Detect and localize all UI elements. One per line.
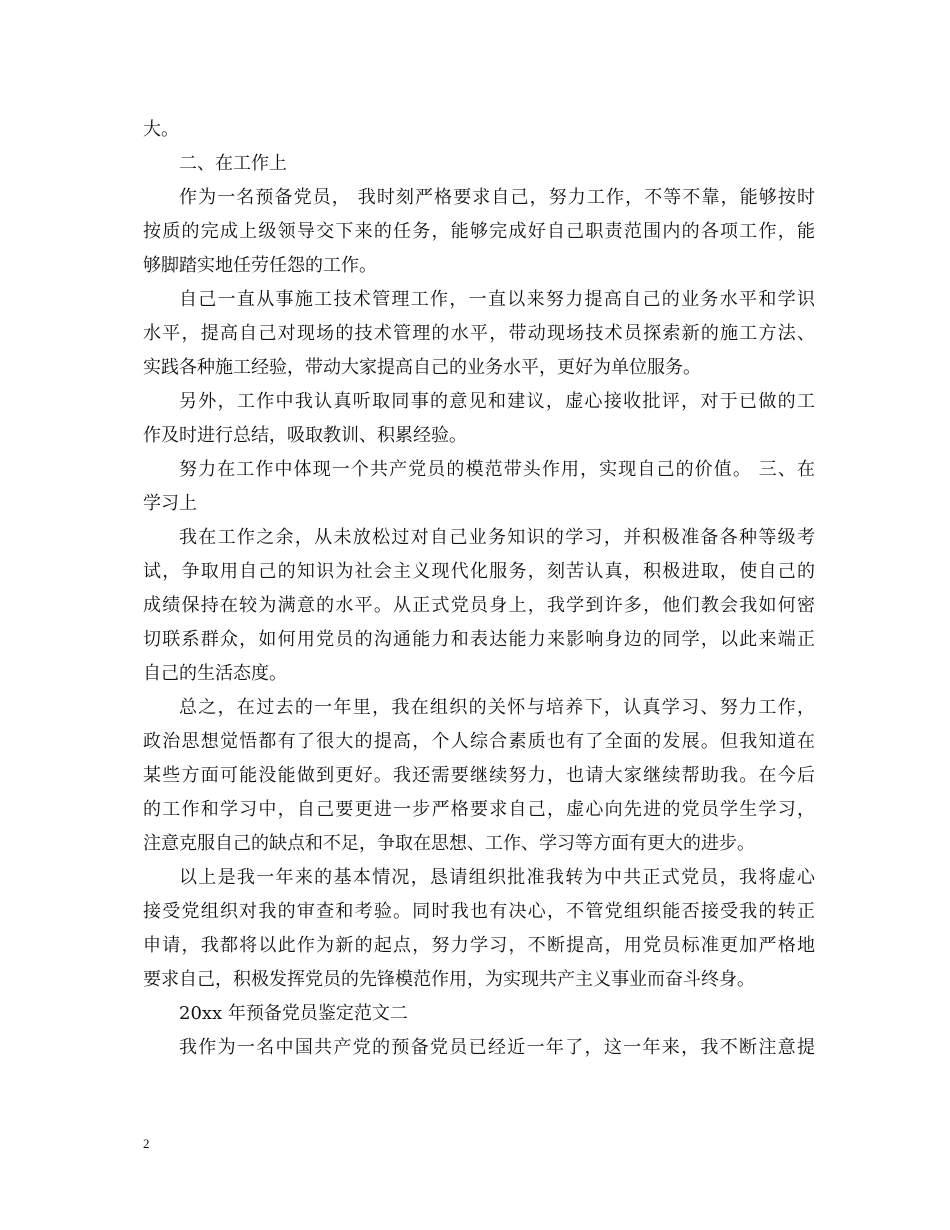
text-line: 20xx 年预备党员鉴定范文二 (179, 1003, 408, 1024)
text-line: 实践各种施工经验，带动大家提高自己的业务水平，更好为单位服务。 (143, 357, 701, 378)
text-line: 水平，提高自己对现场的技术管理的水平，带动现场技术员探索新的施工方法、 (143, 323, 815, 344)
text-line: 以上是我一年来的基本情况，恳请组织批准我转为中共正式党员，我将虚心 (179, 867, 815, 888)
page-number: 2 (143, 1136, 150, 1151)
text-line: 总之，在过去的一年里，我在组织的关怀与培养下，认真学习、努力工作， (179, 697, 815, 718)
text-line: 试，争取用自己的知识为社会主义现代化服务，刻苦认真，积极进取，使自己的 (143, 561, 815, 582)
text-line: 我在工作之余，从未放松过对自己业务知识的学习，并积极准备各种等级考 (179, 527, 815, 548)
text-line: 成绩保持在较为满意的水平。从正式党员身上，我学到许多，他们教会我如何密 (143, 595, 815, 616)
text-line: 二、在工作上 (179, 153, 287, 174)
text-line: 某些方面可能没能做到更好。我还需要继续努力，也请大家继续帮助我。在今后 (143, 765, 815, 786)
text-line: 政治思想觉悟都有了很大的提高，个人综合素质也有了全面的发展。但我知道在 (143, 731, 815, 752)
text-line: 够脚踏实地任劳任怨的工作。 (143, 255, 377, 276)
text-line: 自己的生活态度。 (143, 663, 287, 684)
document-body (143, 113, 815, 1065)
text-line: 切联系群众，如何用党员的沟通能力和表达能力来影响身边的同学，以此来端正 (143, 629, 815, 650)
text-line: 学习上 (143, 493, 197, 514)
text-line: 另外，工作中我认真听取同事的意见和建议，虚心接收批评，对于已做的工 (179, 391, 815, 412)
text-line: 接受党组织对我的审查和考验。同时我也有决心，不管党组织能否接受我的转正 (143, 901, 815, 922)
text-line: 大。 (143, 119, 179, 140)
text-line: 要求自己，积极发挥党员的先锋模范作用，为实现共产主义事业而奋斗终身。 (143, 969, 755, 990)
text-line: 申请，我都将以此作为新的起点，努力学习，不断提高，用党员标准更加严格地 (143, 935, 815, 956)
text-line: 作为一名预备党员， 我时刻严格要求自己，努力工作，不等不靠，能够按时 (179, 187, 815, 208)
text-line: 努力在工作中体现一个共产党员的模范带头作用，实现自己的价值。 三、在 (179, 459, 815, 480)
text-line: 的工作和学习中，自己要更进一步严格要求自己，虚心向先进的党员学生学习， (143, 799, 815, 820)
text-line: 注意克服自己的缺点和不足，争取在思想、工作、学习等方面有更大的进步。 (143, 833, 755, 854)
text-line: 作及时进行总结，吸取教训、积累经验。 (143, 425, 467, 446)
text-line: 按质的完成上级领导交下来的任务，能够完成好自己职责范围内的各项工作，能 (143, 221, 815, 242)
text-line: 我作为一名中国共产党的预备党员已经近一年了，这一年来，我不断注意提 (179, 1037, 815, 1058)
text-line: 自己一直从事施工技术管理工作，一直以来努力提高自己的业务水平和学识 (179, 289, 815, 310)
